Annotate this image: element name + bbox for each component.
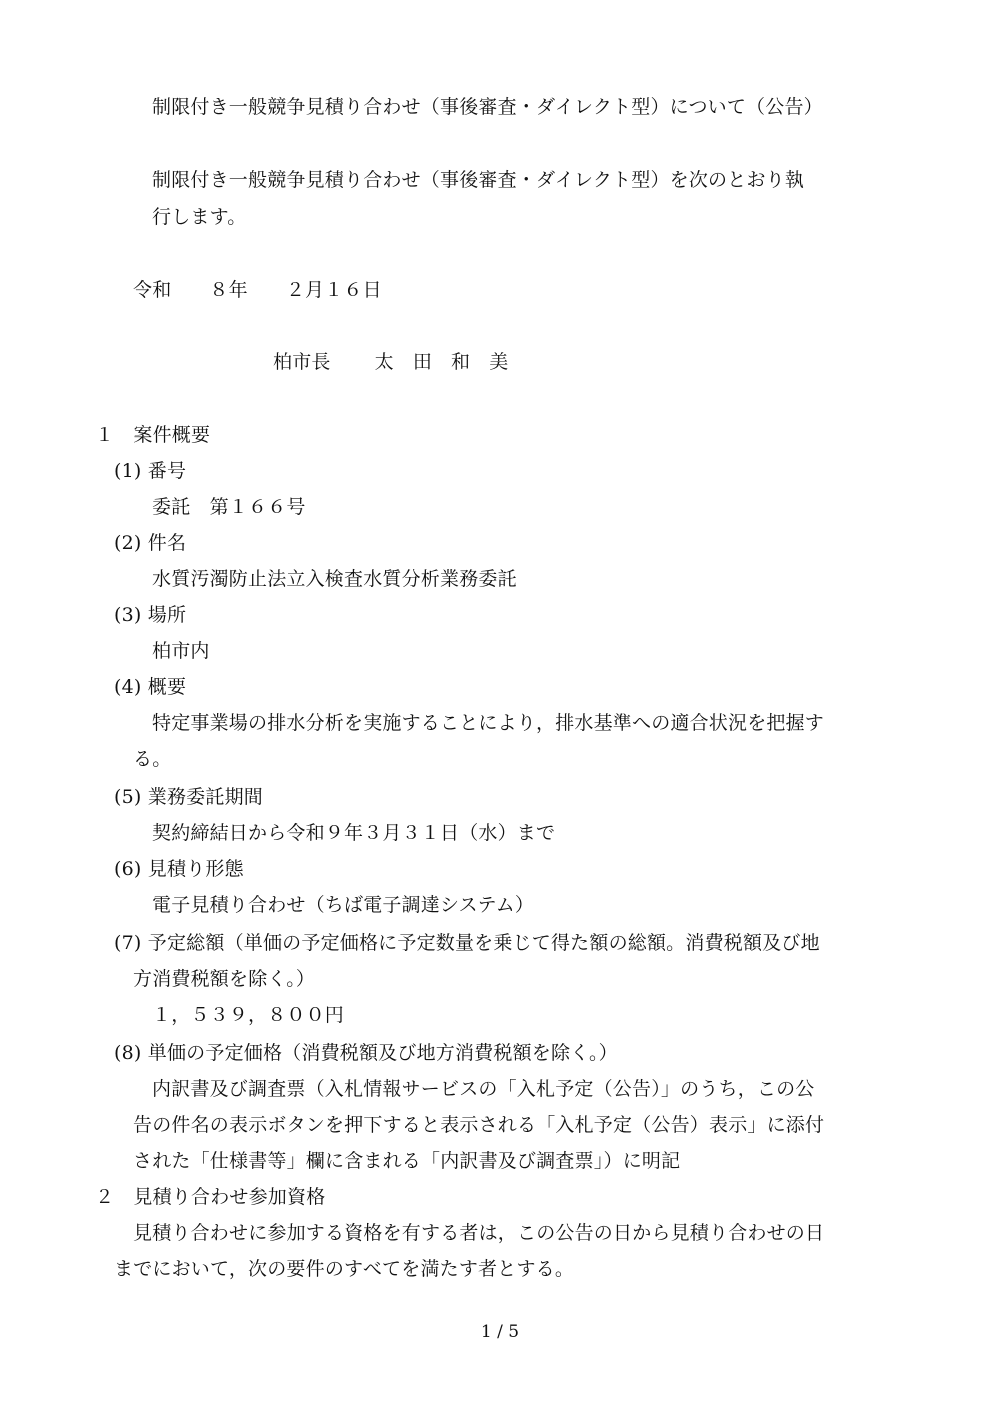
item-place-heading [114, 603, 186, 627]
item-title: 件名 [147, 532, 187, 554]
item-form-value: 電子見積り合わせ（ちば電子調達システム） [152, 894, 535, 916]
intro-line-2: 行します。 [152, 206, 247, 228]
issuer-name-char: 田 [412, 351, 433, 373]
section-2-line-2: までにおいて，次の要件のすべてを満たす者とする。 [114, 1258, 575, 1280]
item-total-heading-cont: 方消費税額を除く。） [133, 968, 316, 990]
item-label: (3) [114, 604, 142, 626]
date-year: ８年 [209, 279, 248, 301]
item-period-value: 契約締結日から令和９年３月３１日（水）まで [152, 822, 556, 844]
item-label: (2) [114, 532, 142, 554]
item-place-value: 柏市内 [152, 640, 210, 662]
notice-title: 制限付き一般競争見積り合わせ（事後審査・ダイレクト型）について（公告） [152, 96, 823, 118]
item-period-heading [114, 785, 263, 809]
intro-line-1: 制限付き一般競争見積り合わせ（事後審査・ダイレクト型）を次のとおり執 [152, 169, 805, 191]
item-unit-price-line-2: 告の件名の表示ボタンを押下すると表示される「入札予定（公告）表示」に添付 [133, 1114, 825, 1136]
section-1-heading: １ 案件概要 [95, 424, 211, 446]
section-2-heading: ２ 見積り合わせ参加資格 [95, 1186, 326, 1208]
item-title: 業務委託期間 [147, 786, 263, 808]
item-label: (6) [114, 858, 142, 880]
date-era: 令和 [133, 279, 172, 301]
item-label: (5) [114, 786, 142, 808]
item-summary-line-1: 特定事業場の排水分析を実施することにより，排水基準への適合状況を把握す [152, 712, 825, 734]
item-label: (8) [114, 1042, 142, 1064]
item-total-value: １，５３９，８００円 [152, 1004, 345, 1026]
item-unit-price-heading [114, 1041, 618, 1065]
item-subject-value: 水質汚濁防止法立入検査水質分析業務委託 [152, 568, 517, 590]
item-number-value: 委託 第１６６号 [152, 496, 306, 518]
date-month-day: ２月１６日 [285, 279, 382, 301]
item-summary-heading [114, 675, 186, 699]
item-total-heading [114, 931, 820, 955]
item-label: (7) [114, 932, 142, 954]
issuer-name-char: 美 [489, 351, 509, 373]
item-label: (1) [114, 460, 142, 482]
item-subject-heading [114, 531, 186, 555]
item-title: 概要 [147, 676, 187, 698]
issuer-name-char: 和 [451, 351, 471, 373]
issuer-name-char: 太 [374, 351, 394, 373]
item-label: (4) [114, 676, 142, 698]
item-title: 場所 [147, 604, 187, 626]
section-2-line-1: 見積り合わせに参加する資格を有する者は，この公告の日から見積り合わせの日 [133, 1222, 825, 1244]
issuer [273, 350, 508, 374]
item-title: 単価の予定価格（消費税額及び地方消費税額を除く。） [147, 1042, 618, 1064]
item-number-heading [114, 459, 186, 483]
item-title: 見積り形態 [147, 858, 244, 880]
item-summary-line-2: る。 [133, 748, 172, 770]
item-title: 番号 [147, 460, 187, 482]
item-form-heading [114, 857, 244, 881]
item-title: 予定総額（単価の予定価格に予定数量を乗じて得た額の総額。消費税額及び地 [147, 932, 820, 954]
item-unit-price-line-3: された「仕様書等」欄に含まれる「内訳書及び調査票」）に明記 [133, 1150, 681, 1172]
issuer-title: 柏市長 [273, 351, 331, 373]
notice-date [133, 278, 382, 302]
page-number: 1 / 5 [480, 1322, 520, 1342]
item-unit-price-line-1: 内訳書及び調査票（入札情報サービスの「入札予定（公告）」のうち，この公 [152, 1078, 815, 1100]
